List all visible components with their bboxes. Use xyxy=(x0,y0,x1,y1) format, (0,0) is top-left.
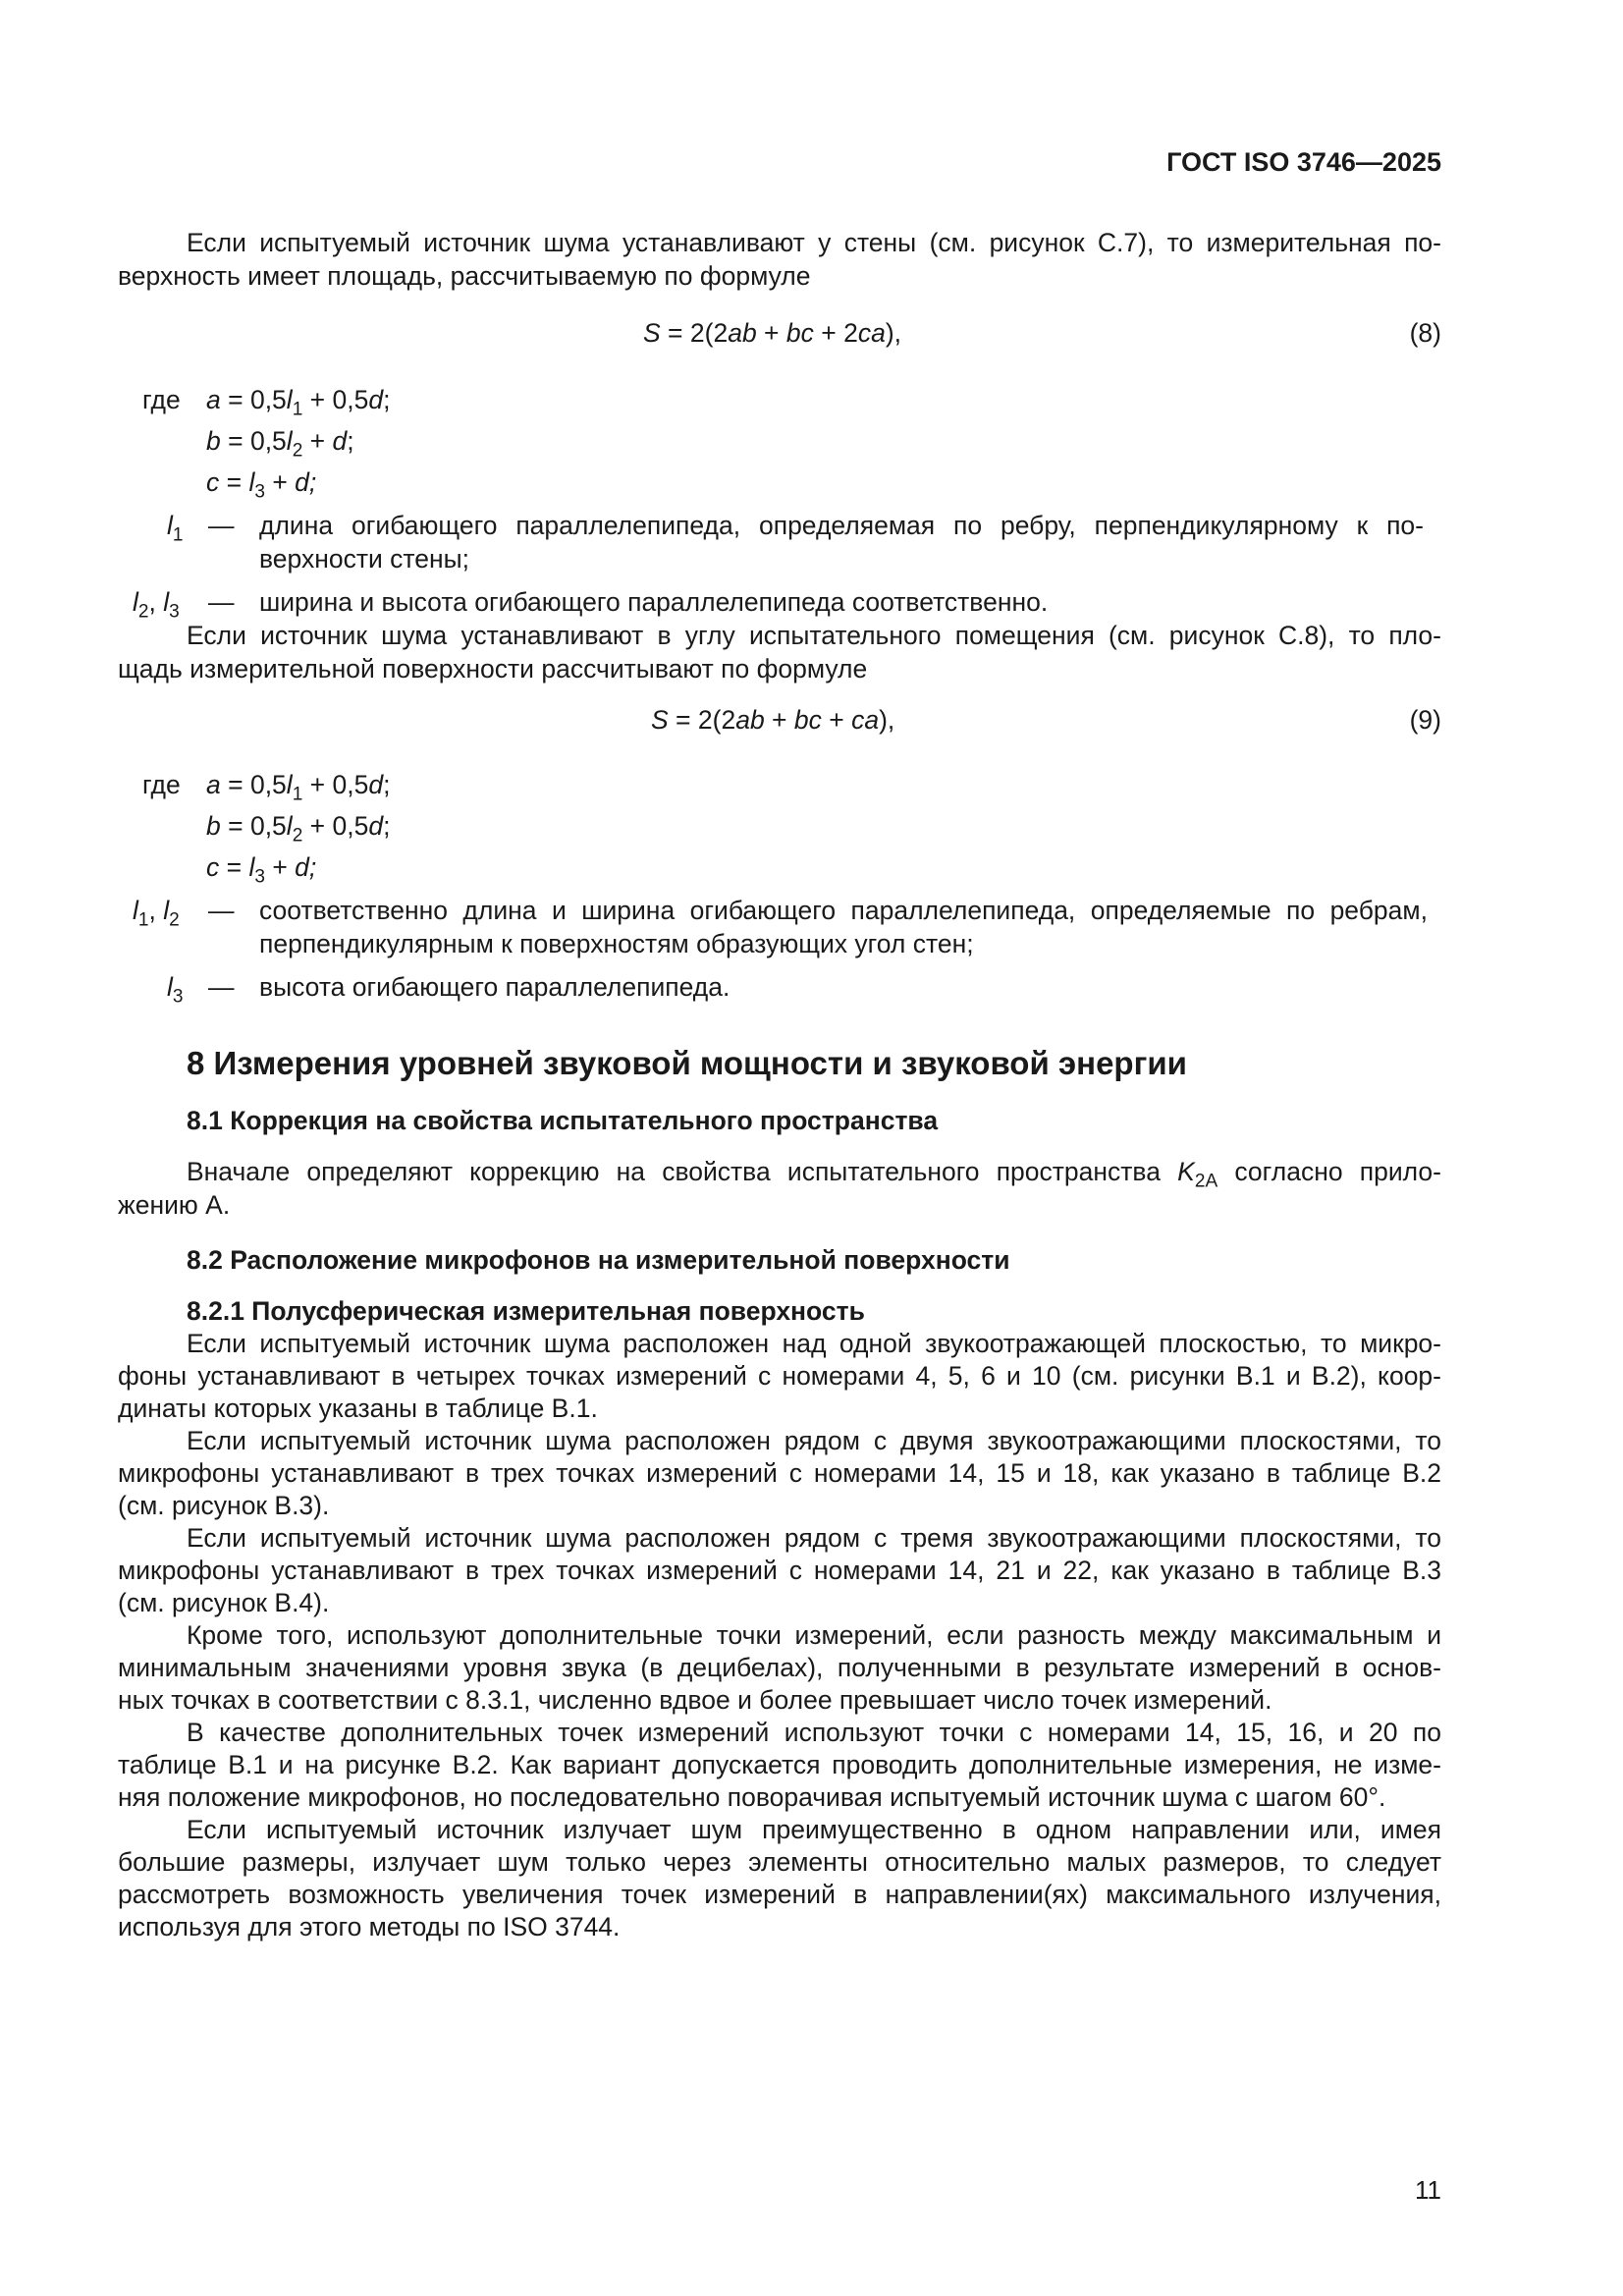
body-line: Если испытуемый источник излучает шум преимущественно в одном направлении или, имея xyxy=(187,1815,1441,1844)
section-8-1-line-1: Вначале определяют коррекцию на свойства испытательного пространства $K_{2А}$ согласно прило- xyxy=(187,1157,1441,1192)
body-line: большие размеры, излучает шум только через элементы относительно малых размеров, то следует xyxy=(118,1847,1441,1877)
section-8-1-heading: 8.1 Коррекция на свойства испытательного пространства xyxy=(187,1106,939,1135)
symbol-l3: $l_3$ xyxy=(167,972,184,1008)
body-line: ных точках в соответствии с 8.3.1, численно вдвое и более превышает число точек измерений. xyxy=(118,1685,1272,1715)
corner-intro-line-1: Если источник шума устанавливают в углу испытательного помещения (см. рисунок С.8), то пло- xyxy=(187,621,1441,650)
var-a-corner: $a = 0,5l_1 + 0,5d$; xyxy=(206,770,391,805)
dash: — xyxy=(208,972,235,1002)
page-number: 11 xyxy=(1415,2175,1441,2205)
section-8-2-1-heading: 8.2.1 Полусферическая измерительная поверхность xyxy=(187,1296,865,1326)
body-line: минимальным значениями уровня звука (в децибелах), полученными в результате измерений в основ- xyxy=(118,1653,1441,1682)
body-line: микрофоны устанавливают в трех точках измерений с номерами 14, 21 и 22, как указано в таблице В.3 xyxy=(118,1556,1441,1585)
equation-number-9: (9) xyxy=(1409,705,1441,735)
body-line: (см. рисунок В.4). xyxy=(118,1588,330,1617)
body-line: микрофоны устанавливают в трех точках измерений с номерами 14, 15 и 18, как указано в таблице В.2 xyxy=(118,1458,1441,1488)
wall-intro-line-2: верхность имеет площадь, рассчитываемую по формуле xyxy=(118,261,811,291)
body-line: (см. рисунок В.3). xyxy=(118,1491,330,1520)
where-label: где xyxy=(142,385,181,414)
section-8-1-line-2: жению А. xyxy=(118,1190,231,1220)
section-8-2-heading: 8.2 Расположение микрофонов на измерительной поверхности xyxy=(187,1245,1010,1275)
l1-description-line-1: длина огибающего параллелепипеда, определяемая по ребру, перпендикулярному к по- xyxy=(259,511,1424,540)
corner-intro-line-2: щадь измерительной поверхности рассчитывают по формуле xyxy=(118,654,868,683)
body-line: рассмотреть возможность увеличения точек измерений в направлении(ях) максимального излучения, xyxy=(118,1880,1441,1909)
equation-number-8: (8) xyxy=(1409,318,1441,348)
symbol-l2-l3: $l_2$, $l_3$ xyxy=(133,587,180,623)
section-8-heading: 8 Измерения уровней звуковой мощности и звуковой энергии xyxy=(187,1045,1187,1081)
l3-description: высота огибающего параллелепипеда. xyxy=(259,972,730,1002)
var-b-corner: $b = 0,5l_2 + 0,5d$; xyxy=(206,811,391,847)
l1-description-line-2: верхности стены; xyxy=(259,544,470,574)
wall-intro-line-1: Если испытуемый источник шума устанавливают у стены (см. рисунок С.7), то измерительная по- xyxy=(187,228,1441,257)
body-line: Если испытуемый источник шума расположен рядом с двумя звукоотражающими плоскостями, то xyxy=(187,1426,1441,1455)
dash: — xyxy=(208,896,235,925)
body-line: Если испытуемый источник шума расположен над одной звукоотражающей плоскостью, то микро- xyxy=(187,1329,1441,1358)
l1-l2-description-line-1: соответственно длина и ширина огибающего параллелепипеда, определяемые по ребрам, xyxy=(259,896,1428,925)
dash: — xyxy=(208,587,235,617)
formula-8: S = 2(2ab + bc + 2ca), xyxy=(643,318,902,348)
dash: — xyxy=(208,511,235,540)
var-c-corner: $c = l_3 + d$; xyxy=(206,852,317,888)
l1-l2-description-line-2: перпендикулярным к поверхностям образующих угол стен; xyxy=(259,929,974,958)
var-c-wall: $c = l_3 + d$; xyxy=(206,467,317,503)
symbol-l1-l2: $l_1$, $l_2$ xyxy=(133,896,180,931)
document-header: ГОСТ ISO 3746—2025 xyxy=(1166,147,1441,177)
body-line: Кроме того, используют дополнительные точки измерений, если разность между максимальным и xyxy=(187,1620,1441,1650)
body-line: В качестве дополнительных точек измерений используют точки с номерами 14, 15, 16, и 20 по xyxy=(187,1718,1441,1747)
body-line: таблице В.1 и на рисунке В.2. Как вариант допускается проводить дополнительные измерения, не изме- xyxy=(118,1750,1441,1779)
where-label: где xyxy=(142,770,181,799)
body-line: фоны устанавливают в четырех точках измерений с номерами 4, 5, 6 и 10 (см. рисунки В.1 и В.2), коор- xyxy=(118,1361,1441,1391)
formula-9: S = 2(2ab + bc + ca), xyxy=(651,705,895,735)
body-line: используя для этого методы по ISO 3744. xyxy=(118,1912,621,1941)
symbol-l1: $l_1$ xyxy=(167,511,184,546)
body-line: Если испытуемый источник шума расположен рядом с тремя звукоотражающими плоскостями, то xyxy=(187,1523,1441,1553)
l2-l3-description: ширина и высота огибающего параллелепипеда соответственно. xyxy=(259,587,1049,617)
var-a-wall: $a = 0,5l_1 + 0,5d$; xyxy=(206,385,391,420)
body-line: няя положение микрофонов, но последовательно поворачивая испытуемый источник шума с шагом 60°. xyxy=(118,1782,1386,1812)
var-b-wall: $b = 0,5l_2 + d$; xyxy=(206,426,354,462)
body-line: динаты которых указаны в таблице В.1. xyxy=(118,1394,598,1423)
